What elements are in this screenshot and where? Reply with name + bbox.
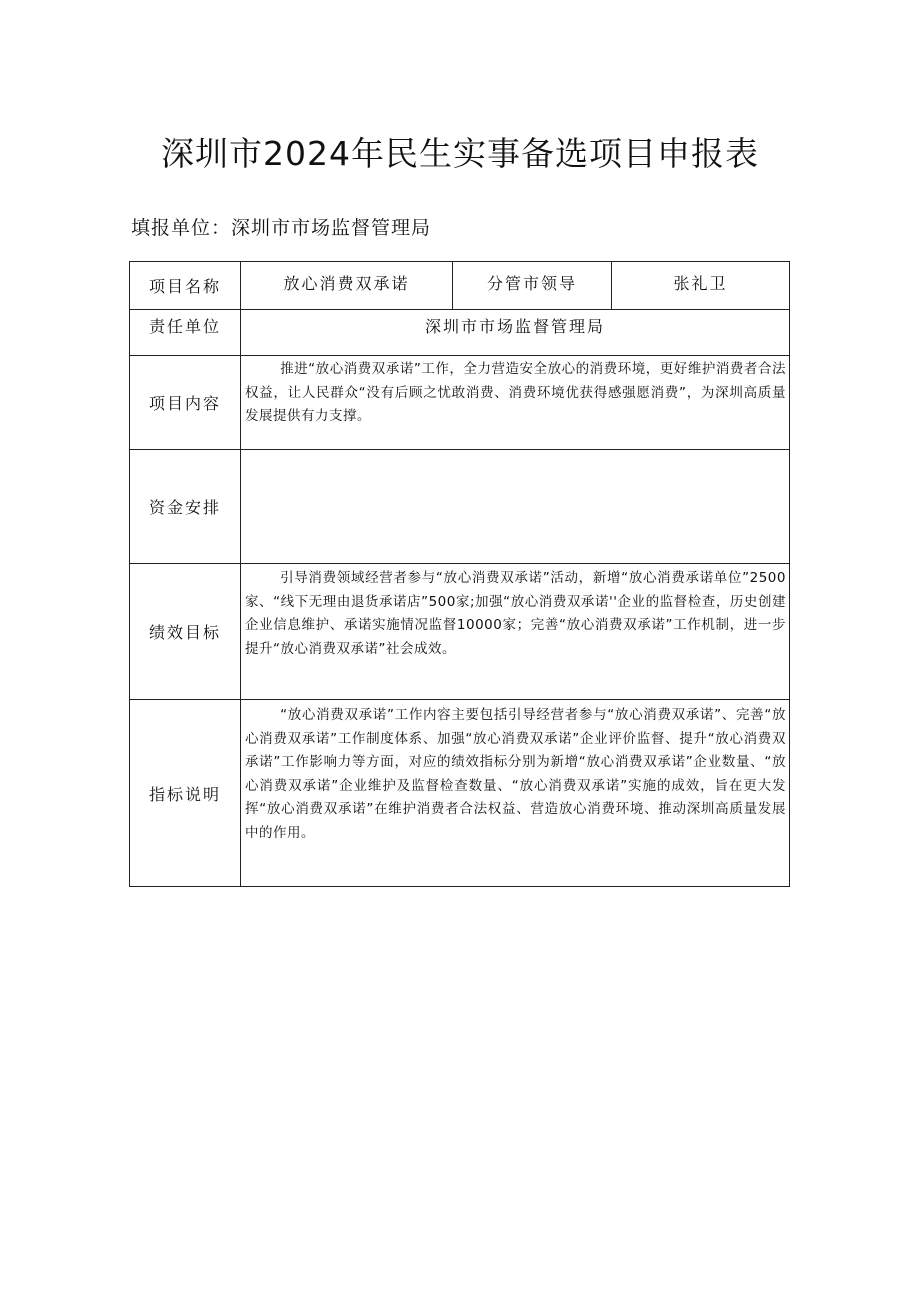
project-content-label: 项目内容 (148, 394, 221, 413)
indicator-label: 指标说明 (148, 784, 221, 804)
page-title: 深圳市2024年民生实事备选项目申报表 (161, 134, 759, 173)
responsible-unit-value: 深圳市市场监督管理局 (424, 316, 605, 336)
project-name-value: 放心消费双承诺 (283, 273, 410, 293)
funding-label: 资金安排 (148, 498, 221, 517)
project-name-label: 项目名称 (148, 277, 221, 296)
performance-goal-value: 引导消费领域经营者参与“放心消费双承诺”活动，新增“放心消费承诺单位”2500家、“线下无理由退货承诺店”500家;加强“放心消费双承诺''企业的监督检查，历史创建企业信息维护、承诺实施情况监督10000家；完善“放心消费双承诺”工作机制，进一步提升“放心消费双承诺”社会成效。 (245, 570, 786, 657)
leader-label: 分管市领导 (486, 273, 577, 293)
application-table (129, 261, 790, 887)
leader-value: 张礼卫 (673, 273, 728, 293)
responsible-unit-label: 责任单位 (148, 316, 221, 336)
project-content-value: 推进“放心消费双承诺”工作，全力营造安全放心的消费环境，更好维护消费者合法权益，让人民群众“没有后顾之忧敢消费、消费环境优获得感强愿消费”，为深圳高质量发展提供有力支撑。 (245, 361, 786, 424)
indicator-value: “放心消费双承诺”工作内容主要包括引导经营者参与“放心消费双承诺”、完善“放心消费双承诺”工作制度体系、加强“放心消费双承诺”企业评价监督、提升“放心消费双承诺”工作影响力等方面，对应的绩效指标分别为新增“放心消费双承诺”企业数量、“放心消费双承诺”企业维护及监督检查数量、“放心消费双承诺”实施的成效，旨在更大发挥“放心消费双承诺”在维护消费者合法权益、营造放心消费环境、推动深圳高质量发展中的作用。 (245, 707, 786, 841)
filing-unit: 填报单位：深圳市市场监督管理局 (131, 217, 432, 239)
performance-goal-label: 绩效目标 (148, 623, 221, 642)
